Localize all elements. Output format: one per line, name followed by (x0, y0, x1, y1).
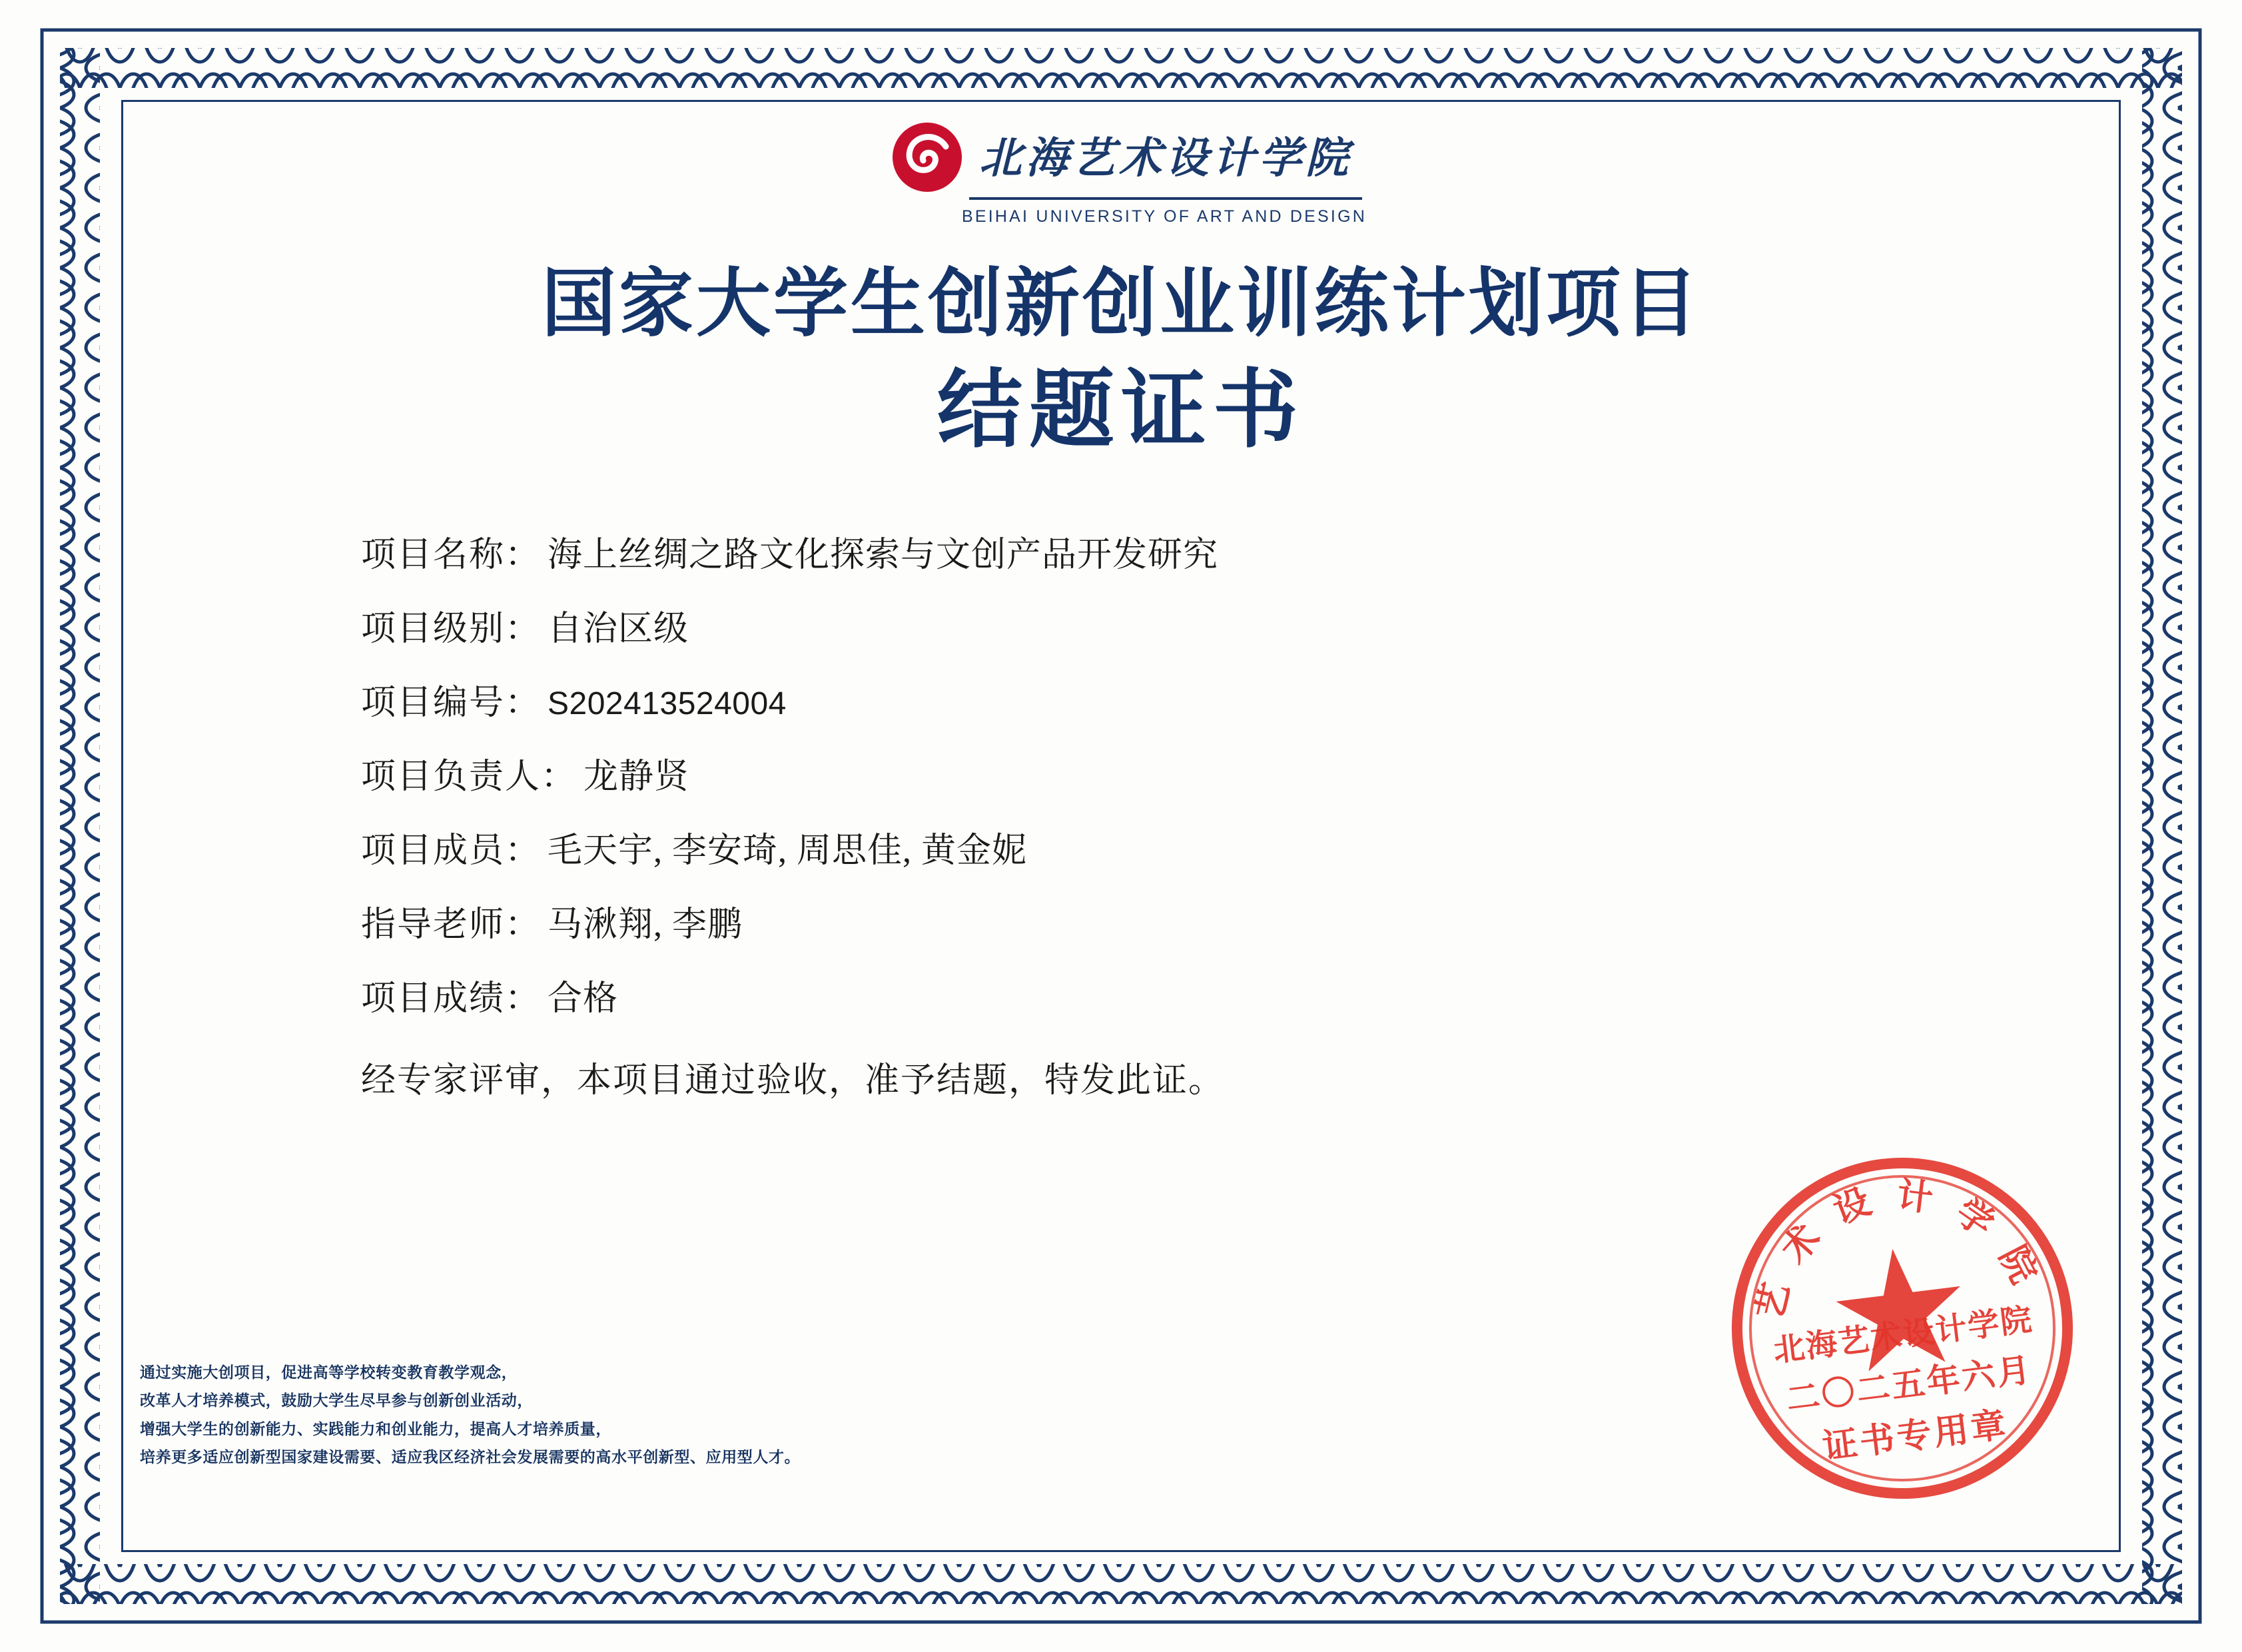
footnote-line: 增强大学生的创新能力、实践能力和创业能力，提高人才培养质量， (140, 1420, 611, 1438)
swirl-logo-icon (890, 120, 964, 195)
official-seal (1702, 1128, 2103, 1529)
seal-date-line: 二〇二五年六月 (1784, 1350, 2034, 1418)
field-row (361, 674, 1920, 724)
field-value-project-name: 海上丝绸之路文化探索与文创产品开发研究 (548, 536, 1219, 574)
field-label: 项目编号： (361, 684, 542, 722)
footnote-line: 培养更多适应创新型国家建设需要、适应我区经济社会发展需要的高水平创新型、应用型人才。 (140, 1449, 801, 1466)
footnote-line: 改革人才培养模式，鼓励大学生尽早参与创新创业活动， (140, 1392, 533, 1410)
field-row (361, 600, 1920, 650)
footnote-block (140, 1359, 800, 1472)
seal-org-line: 北海艺术设计学院 (1771, 1302, 2036, 1369)
institution-name-cn: 北海艺术设计学院 (979, 135, 1352, 182)
footnote-line: 通过实施大创项目，促进高等学校转变教育教学观念， (140, 1364, 518, 1381)
certificate-content (121, 100, 2121, 1552)
certificate-statement: 经专家评审，本项目通过验收，准予结题，特发此证。 (361, 1062, 1225, 1100)
field-label: 指导老师： (361, 906, 542, 944)
swirl-logo-glyph (890, 120, 964, 195)
logo-divider (969, 197, 1362, 200)
field-label: 项目负责人： (361, 758, 577, 796)
certificate-title-line2: 结题证书 (936, 363, 1305, 458)
field-row (361, 822, 1920, 872)
field-label: 项目成绩： (361, 980, 542, 1018)
field-value-advisors: 马湫翔, 李鹏 (548, 906, 743, 944)
field-value-project-level: 自治区级 (548, 610, 689, 648)
field-value-project-number: S202413524004 (548, 686, 787, 721)
field-row (361, 896, 1920, 946)
field-label: 项目级别： (361, 610, 542, 648)
field-list (361, 526, 1920, 1102)
field-row (361, 526, 1920, 576)
field-row (361, 748, 1920, 798)
field-value-project-leader: 龙静贤 (583, 758, 690, 796)
seal-stamp-icon (1702, 1128, 2103, 1529)
field-row (361, 970, 1920, 1020)
field-value-grade: 合格 (548, 980, 619, 1018)
field-label: 项目成员： (361, 832, 542, 870)
seal-outer-text: 艺 术 设 计 学 院 (1749, 1174, 2048, 1324)
certificate-title-line1: 国家大学生创新创业训练计划项目 (542, 263, 1700, 346)
institution-name-en: BEIHAI UNIVERSITY OF ART AND DESIGN (962, 207, 1367, 226)
institution-logo (875, 120, 1367, 226)
field-value-project-members: 毛天宇, 李安琦, 周思佳, 黄金妮 (548, 832, 1028, 870)
field-label: 项目名称： (361, 536, 542, 574)
seal-type-line: 证书专用章 (1820, 1406, 2011, 1467)
